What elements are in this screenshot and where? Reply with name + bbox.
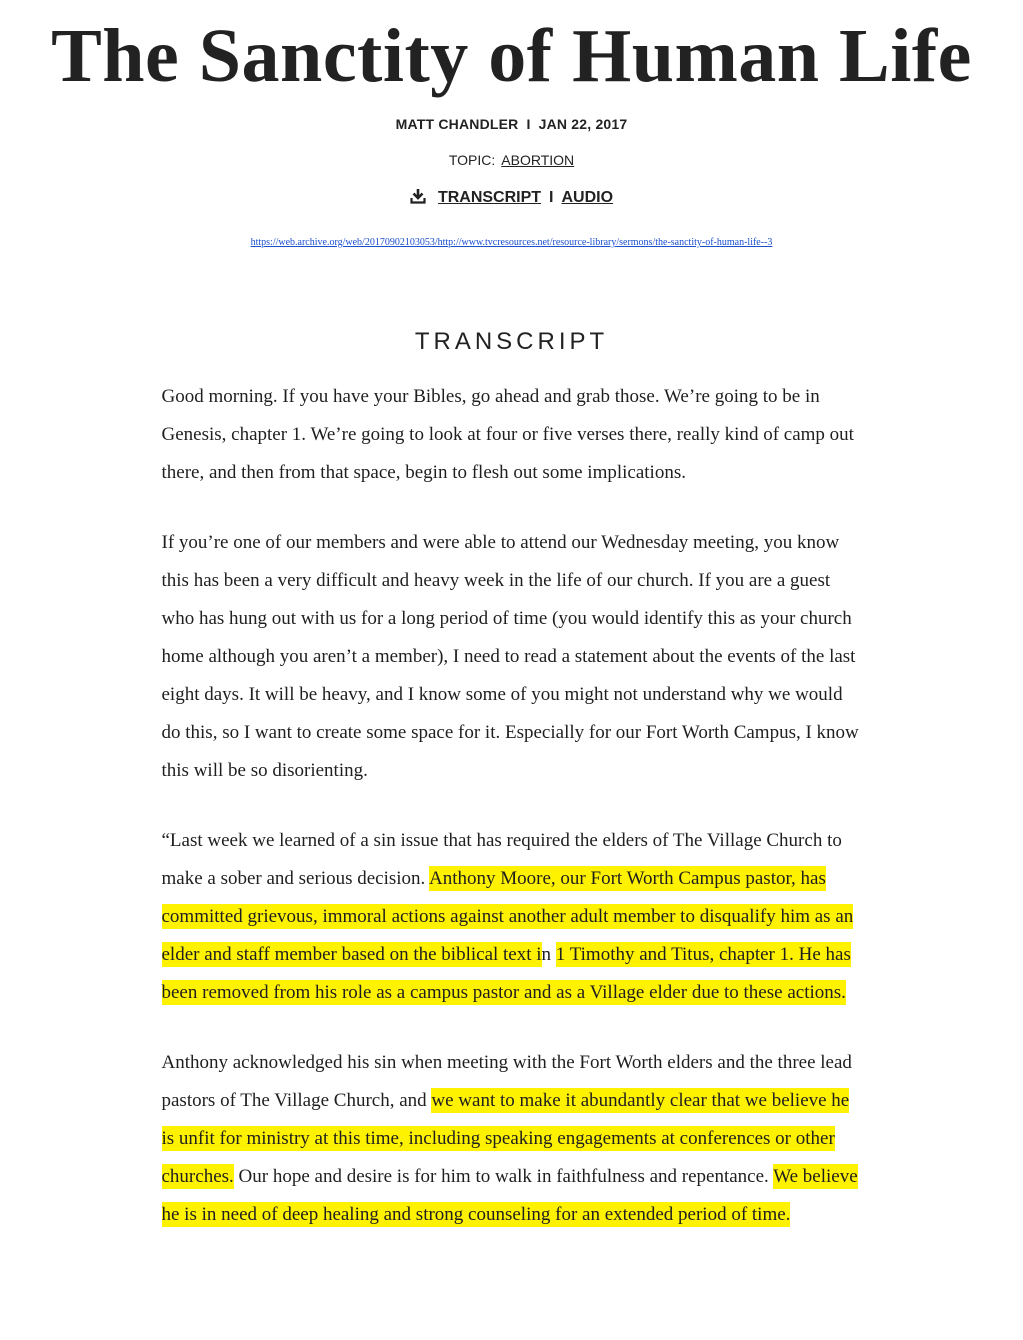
transcript-paragraph bbox=[162, 378, 862, 492]
paragraph-text: Our hope and desire is for him to walk in faithfulness and repentance. bbox=[233, 1166, 774, 1187]
transcript-heading: TRANSCRIPT bbox=[414, 328, 609, 355]
download-icon bbox=[410, 188, 426, 209]
transcript-paragraph bbox=[162, 524, 862, 790]
download-separator: I bbox=[549, 189, 554, 206]
transcript-link[interactable]: TRANSCRIPT bbox=[437, 189, 542, 206]
transcript-paragraph bbox=[162, 1044, 862, 1234]
highlighted-text: we want to make it abundantly clear that we believe he is unfit for ministry at this time, including speaking engagements at conferences or other churches. bbox=[161, 1090, 850, 1187]
page-title: The Sanctity of Human Life bbox=[51, 14, 972, 98]
paragraph-text: “Last week we learned of a sin issue that has required the elders of The Village Church to make a sober and serious decision. bbox=[161, 830, 842, 889]
audio-link[interactable]: AUDIO bbox=[561, 189, 614, 206]
transcript-body bbox=[162, 378, 862, 1234]
highlighted-text: Anthony Moore, our Fort Worth Campus pastor, has committed grievous, immoral actions against another adult member to disqualify him as an elder and staff member based on the biblical text i bbox=[161, 868, 854, 965]
transcript-paragraph bbox=[162, 822, 862, 1012]
download-links bbox=[0, 188, 1023, 209]
topic-label: TOPIC: bbox=[448, 152, 496, 168]
source-url bbox=[0, 237, 1023, 248]
author-name: MATT CHANDLER bbox=[395, 116, 519, 132]
byline-separator: I bbox=[526, 116, 531, 132]
paragraph-text: Anthony acknowledged his sin when meeting with the Fort Worth elders and the three lead pastors of The Village Church, and bbox=[161, 1052, 852, 1111]
topic-link[interactable]: ABORTION bbox=[501, 152, 575, 168]
paragraph-text: Good morning. If you have your Bibles, go ahead and grab those. We’re going to be in Genesis, chapter 1. We’re going to look at four or five verses there, really kind of camp out there, and then from that space, begin to flesh out some implications. bbox=[161, 386, 854, 483]
byline bbox=[0, 116, 1023, 132]
topic-line bbox=[0, 152, 1023, 168]
paragraph-text: n bbox=[541, 944, 556, 965]
publish-date: JAN 22, 2017 bbox=[538, 116, 628, 132]
highlighted-text: We believe he is in need of deep healing and strong counseling for an extended period of time. bbox=[161, 1166, 858, 1225]
highlighted-text: 1 Timothy and Titus, chapter 1. He has been removed from his role as a campus pastor and as a Village elder due to these actions. bbox=[161, 944, 851, 1003]
paragraph-text: If you’re one of our members and were able to attend our Wednesday meeting, you know this has been a very difficult and heavy week in the life of our church. If you are a guest who has hung out with us for a long period of time (you would identify this as your church home although you aren’t a member), I need to read a statement about the events of the last eight days. It will be heavy, and I know some of you might not understand why we would do this, so I want to create some space for it. Especially for our Fort Worth Campus, I know this will be so disorienting. bbox=[161, 532, 859, 781]
archive-url-link[interactable]: https://web.archive.org/web/20170902103053/http://www.tvcresources.net/resource-library/sermons/the-sanctity-of-human-life--3 bbox=[250, 237, 773, 248]
